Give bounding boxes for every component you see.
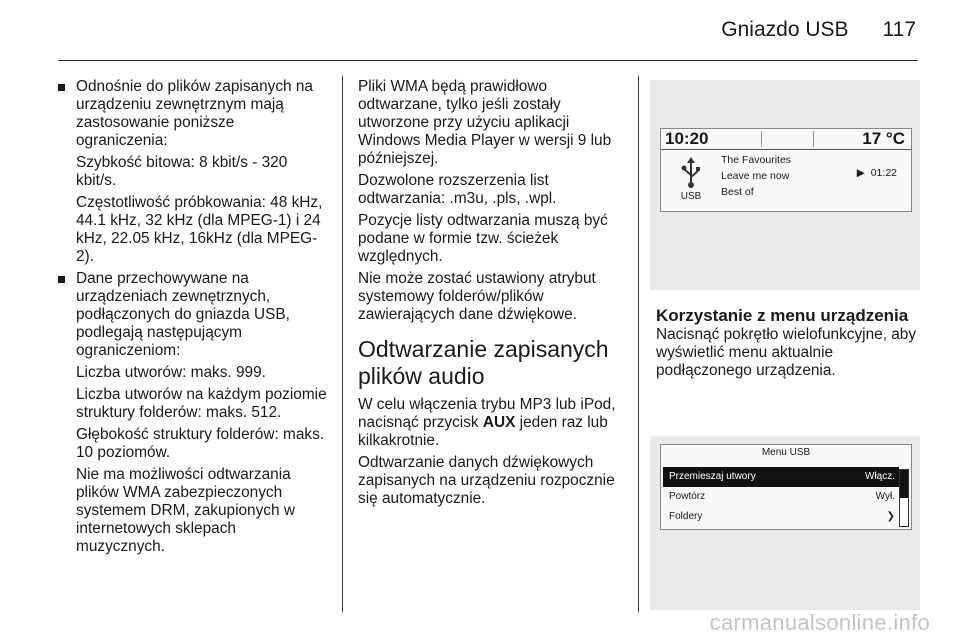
scrollbar-thumb[interactable] [900, 470, 908, 498]
paragraph: Częstotliwość próbkowania: 48 kHz, 44.1 kHz, 32 kHz (dla MPEG-1) i 24 kHz, 22.05 kHz, 16kHz (dla MPEG-2). [76, 194, 323, 265]
paragraph: Liczba utworów: maks. 999. [76, 364, 266, 381]
usb-label: USB [680, 191, 702, 202]
section-heading: Odtwarzanie zapisanych plików audio [358, 336, 609, 389]
clock: 10:20 [665, 129, 709, 148]
menu-item-label: Przemieszaj utwory [669, 471, 756, 482]
menu-title: Menu USB [761, 447, 811, 458]
bullet-icon [58, 276, 65, 283]
menu-item-label: Powtórz [669, 491, 706, 502]
bullet-text: Odnośnie do plików zapisanych na urządzeniu zewnętrznym mają zastosowanie poniższe ograniczenia: [76, 78, 313, 149]
paragraph: Pliki WMA będą prawidłowo odtwarzane, tylko jeśli zostały utworzone przy użyciu aplikacji Windows Media Player w wersji 9 lub późniejszej. [358, 78, 612, 167]
paragraph: Nie ma możliwości odtwarzania plików WMA zabezpieczonych systemem DRM, zakupionych w internetowych sklepach muzycznych. [76, 466, 295, 555]
elapsed-time: 01:22 [870, 167, 897, 179]
page-number: 117 [882, 18, 916, 41]
track-list [721, 152, 791, 200]
display-panel [660, 444, 912, 530]
bullet-icon [58, 84, 65, 91]
header-title: Gniazdo USB [721, 18, 849, 41]
paragraph: Odtwarzanie danych dźwiękowych zapisanych na urządzeniu rozpocznie się automatycznie. [358, 454, 615, 507]
playback-status [857, 167, 897, 179]
divider [813, 131, 814, 147]
temperature: 17 °C [862, 129, 905, 148]
watermark: carmanualsonline.info [709, 610, 930, 635]
usb-player-screen [650, 80, 920, 290]
menu-item-repeat[interactable] [663, 487, 899, 507]
track-item: Leave me now [721, 170, 790, 182]
chevron-right-icon: ❯ [886, 511, 895, 522]
column-middle [358, 78, 628, 512]
paragraph: Nacisnąć pokrętło wielofunkcyjne, aby wyświetlić menu aktualnie podłączonego urządzenia. [656, 326, 917, 379]
status-bar [661, 129, 911, 150]
text-run: W celu włączenia trybu MP3 lub iPod, nacisnąć przycisk [358, 396, 616, 431]
menu-item-value: Wył. [875, 491, 895, 502]
header-rule [58, 60, 918, 61]
bullet-text: Dane przechowywane na urządzeniach zewnętrznych, podłączonych do gniazda USB, podlegają następującym ograniczeniom: [76, 270, 290, 359]
paragraph [358, 396, 628, 450]
text-run: jeden raz lub kilkakrotnie. [358, 414, 608, 449]
paragraph: Dozwolone rozszerzenia list odtwarzania: .m3u, .pls, .wpl. [358, 172, 557, 207]
menu-item-shuffle[interactable] [663, 467, 899, 487]
menu-item-value: Włącz. [865, 471, 895, 482]
column-right [656, 306, 926, 384]
paragraph: Nie może zostać ustawiony atrybut systemowy folderów/plików zawierających dane dźwiękowe. [358, 270, 596, 323]
usb-source [671, 157, 711, 202]
bullet-item [58, 78, 328, 150]
menu-item-folders[interactable] [663, 507, 899, 527]
display-panel [660, 128, 912, 212]
track-item: Best of [721, 186, 754, 198]
divider [761, 131, 762, 147]
column-divider [342, 76, 343, 612]
paragraph: Głębokość struktury folderów: maks. 10 poziomów. [76, 426, 325, 461]
menu-item-label: Foldery [669, 511, 703, 522]
column-left [58, 78, 328, 560]
column-divider [638, 76, 639, 612]
section-heading: Korzystanie z menu urządzenia [656, 306, 909, 325]
usb-menu-screen [650, 436, 920, 610]
bullet-item [58, 270, 328, 360]
track-item: The Favourites [721, 154, 792, 166]
paragraph: Pozycje listy odtwarzania muszą być podane w formie tzw. ścieżek względnych. [358, 212, 608, 265]
paragraph: Liczba utworów na każdym poziomie struktury folderów: maks. 512. [76, 386, 327, 421]
aux-button-label: AUX [482, 414, 516, 431]
paragraph: Szybkość bitowa: 8 kbit/s - 320 kbit/s. [76, 154, 288, 189]
scrollbar[interactable] [899, 469, 909, 527]
usb-icon [679, 157, 703, 189]
play-icon: ▶ [856, 167, 865, 179]
page-header [721, 18, 916, 42]
